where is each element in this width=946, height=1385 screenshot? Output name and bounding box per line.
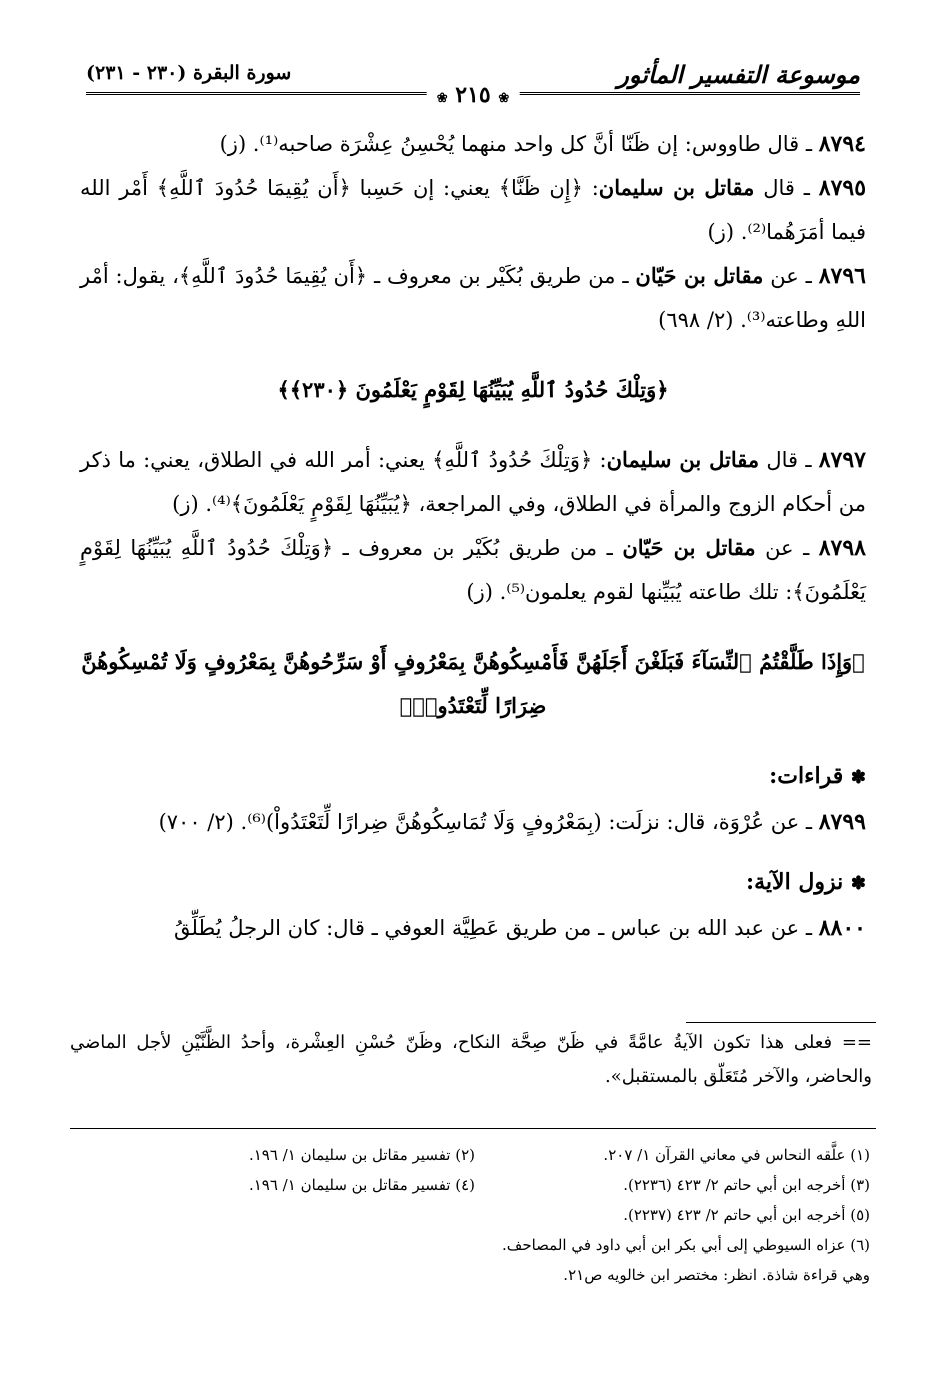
entry-text: ـ قال طاووس: إن ظَنّا أنَّ كل واحد منهما يُحْسِنُ عِشْرَة صاحبه⁽¹⁾. (ز) bbox=[219, 132, 819, 156]
entry-prefix: ـ عن bbox=[763, 264, 819, 288]
entry-text: ـ من طريق بُكَيْر بن معروف ـ ﴿أَن يُقِيمَا حُدُودَ ٱللَّهِ﴾، يقول: أمْر اللهِ وطاعته⁽³⁾. (٢/ ٦٩٨) bbox=[80, 264, 866, 332]
ornament-icon: ❀ bbox=[436, 91, 448, 106]
section-heading-qiraat bbox=[80, 754, 866, 800]
narrator-name: مقاتل بن حَيّان bbox=[622, 535, 756, 560]
main-text bbox=[80, 122, 866, 950]
entry-text: ـ عن عُرْوَة، قال: نزلَت: (بِمَعْرُوفٍ وَلَا تُمَاسِكُوهُنَّ ضِرارًا لِّتَعْتَدُواْ)⁽⁶⁾. (٢/ ٧٠٠) bbox=[158, 810, 819, 834]
entry-text: ـ عن عبد الله بن عباس ـ من طريق عَطِيَّة العوفي ـ قال: كان الرجلُ يُطَلِّقُ bbox=[174, 916, 819, 940]
footnote-4: (٤) تفسير مقاتل بن سليمان ١/ ١٩٦. bbox=[248, 1176, 475, 1194]
footnote-2: (٢) تفسير مقاتل بن سليمان ١/ ١٩٦. bbox=[248, 1146, 475, 1164]
section-heading-nuzul bbox=[80, 860, 866, 906]
footnote-5: (٥) أخرجه ابن أبي حاتم ٢/ ٤٢٣ (٢٢٣٧). bbox=[623, 1206, 870, 1224]
page-number-box bbox=[427, 82, 520, 108]
entry-text: ـ من طريق بُكَيْر بن معروف ـ ﴿وَتِلْكَ حُدُودُ ٱللَّهِ يُبَيِّنُهَا لِقَوْمٍ يَعْلَمُونَ﴾: تلك طاعته يُبَيِّنها لقوم يعلمون⁽⁵⁾. (ز) bbox=[80, 536, 866, 604]
entry-prefix: ـ قال bbox=[754, 176, 819, 200]
footnote-continuation: == فعلى هذا تكون الآيةُ عامَّةً في ظَنّ صِحَّة النكاح، وظَنّ حُسْنِ العِشْرة، وأحدُ الظَّنَّيْنِ لأجل الماضي والحاضر، والآخر مُتَعَلّق بالمستقبل». bbox=[70, 1032, 872, 1087]
footnote-divider bbox=[686, 1022, 876, 1023]
entry-text: : ﴿وَتِلْكَ حُدُودُ ٱللَّهِ﴾ يعني: أمر الله في الطلاق، يعني: ما ذكر من أحكام الزوج والمرأة في الطلاق، وفي المراجعة، ﴿يُبَيِّنُهَا لِقَوْمٍ يَعْلَمُونَ﴾⁽⁴⁾. (ز) bbox=[80, 448, 866, 516]
heading-text: نزول الآية: bbox=[746, 869, 844, 895]
surah-reference: سورة البقرة (٢٣٠ - ٢٣١) bbox=[86, 62, 292, 84]
footnote-6: (٦) عزاه السيوطي إلى أبي بكر ابن أبي داود في المصاحف. bbox=[502, 1236, 870, 1254]
narrator-name: مقاتل بن حَيّان bbox=[635, 263, 764, 288]
entry-number: ٨٧٩٩ bbox=[818, 809, 866, 835]
entry-number: ٨٧٩٧ bbox=[818, 447, 866, 473]
quran-verse: ﴿وَتِلْكَ حُدُودُ ٱللَّهِ يُبَيِّنُهَا لِقَوْمٍ يَعْلَمُونَ ﴿٢٣٠﴾﴾ bbox=[277, 377, 669, 402]
entry-8798 bbox=[80, 526, 866, 614]
ornament-icon: ❀ bbox=[498, 91, 510, 106]
narrator-name: مقاتل بن سليمان bbox=[598, 175, 755, 200]
entry-8794 bbox=[80, 122, 866, 166]
page-number: ٢١٥ bbox=[455, 82, 491, 108]
footnote-6-continued: وهي قراءة شاذة. انظر: مختصر ابن خالويه ص٢١. bbox=[563, 1266, 870, 1284]
flower-icon: ✽ bbox=[850, 767, 866, 788]
entry-number: ٨٨٠٠ bbox=[818, 915, 866, 941]
entry-8800 bbox=[80, 906, 866, 950]
entry-number: ٨٧٩٤ bbox=[818, 131, 866, 157]
quran-verse: ﴿وَإِذَا طَلَّقْتُمُ ٱلنِّسَآءَ فَبَلَغْنَ أَجَلَهُنَّ فَأَمْسِكُوهُنَّ بِمَعْرُوفٍ أَوْ سَرِّحُوهُنَّ بِمَعْرُوفٍ وَلَا تُمْسِكُوهُنَّ ضِرَارًا لِّتَعْتَدُوا۟﴾ bbox=[81, 649, 865, 718]
entry-number: ٨٧٩٥ bbox=[818, 175, 867, 201]
entry-8799 bbox=[80, 800, 866, 844]
footnotes bbox=[80, 1140, 870, 1290]
footnote-row bbox=[80, 1140, 870, 1170]
entry-prefix: ـ عن bbox=[755, 536, 819, 560]
entry-8795 bbox=[80, 166, 866, 254]
entry-text: : ﴿إِن ظَنَّا﴾ يعني: إن حَسِبا ﴿أَن يُقِيمَا حُدُودَ ٱللَّهِ﴾ أَمْر الله فيما أمَرَهُما⁽²⁾. (ز) bbox=[80, 176, 866, 244]
page-header bbox=[86, 52, 860, 112]
entry-8797 bbox=[80, 438, 866, 526]
heading-text: قراءات: bbox=[769, 763, 844, 789]
footnote-row bbox=[80, 1170, 870, 1200]
narrator-name: مقاتل بن سليمان bbox=[606, 447, 760, 472]
footnotes-rule bbox=[70, 1128, 876, 1129]
flower-icon: ✽ bbox=[850, 873, 866, 894]
entry-prefix: ـ قال bbox=[759, 448, 819, 472]
book-title: موسوعة التفسير المأثور bbox=[617, 60, 860, 89]
entry-8796 bbox=[80, 254, 866, 342]
footnote-1: (١) علَّقه النحاس في معاني القرآن ١/ ٢٠٧. bbox=[603, 1146, 870, 1164]
entry-number: ٨٧٩٦ bbox=[818, 263, 866, 289]
footnote-3: (٣) أخرجه ابن أبي حاتم ٢/ ٤٢٣ (٢٢٣٦). bbox=[623, 1176, 870, 1194]
entry-number: ٨٧٩٨ bbox=[818, 535, 866, 561]
